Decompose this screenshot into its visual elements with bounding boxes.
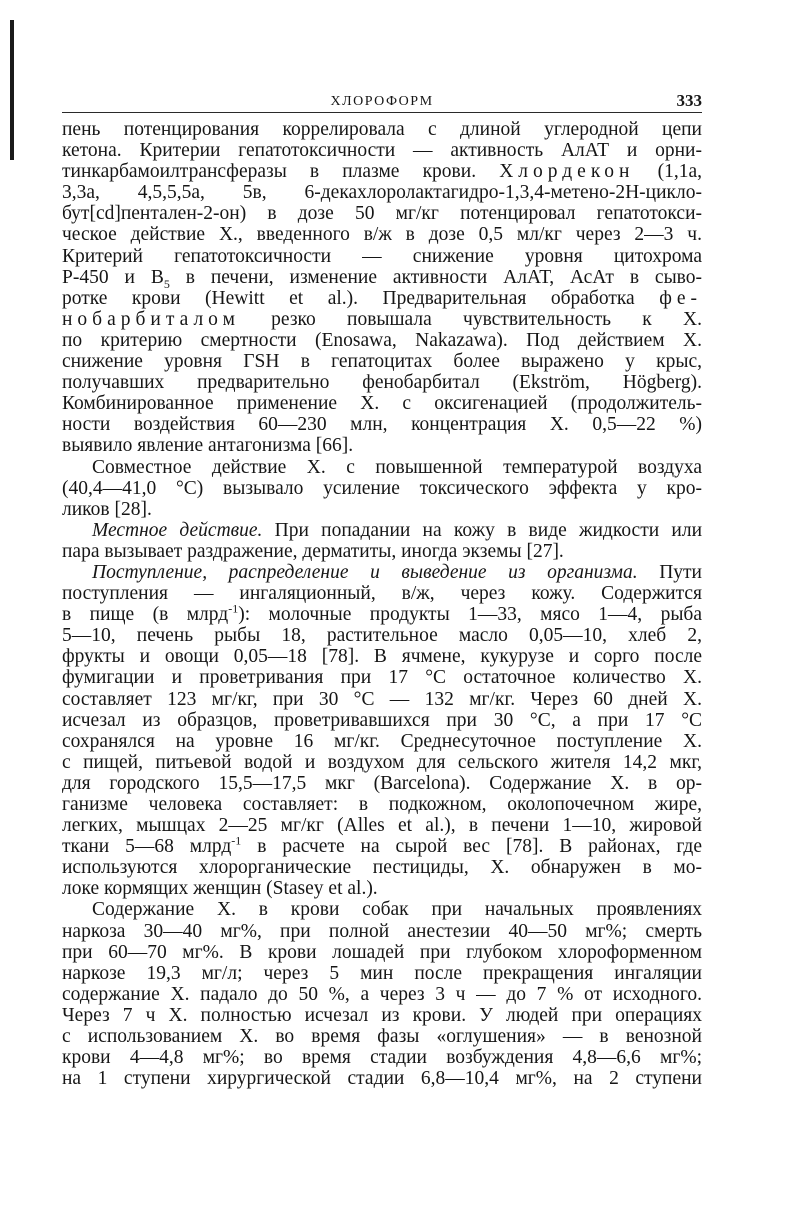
text-line: Через 7 ч Х. полностью исчезал из крови. У людей при операциях bbox=[62, 1004, 702, 1026]
text-line: используются хлорорганические пестициды, Х. обнаружен в мо- bbox=[62, 857, 702, 879]
text-line: ческое действие Х., введенного в/ж в дозе 0,5 мл/кг через 2—3 ч. bbox=[62, 224, 702, 246]
text-line: Критерий гепатотоксичности — снижение уровня цитохрома bbox=[62, 245, 702, 267]
spaced-term: нобарбиталом bbox=[62, 308, 240, 330]
text-line: Комбинированное применение Х. с оксигенацией (продолжитель- bbox=[62, 393, 702, 415]
text-line: исчезал из образцов, проветривавшихся при 30 °С, а при 17 °С bbox=[62, 709, 702, 731]
text-line: с пищей, питьевой водой и воздухом для сельского жителя 14,2 мкг, bbox=[62, 751, 702, 773]
page-number: 333 bbox=[676, 91, 702, 110]
spaced-term: фе- bbox=[659, 287, 702, 309]
text-line: ротке крови (Hewitt et al.). Предварительная обработка фе- bbox=[62, 287, 702, 309]
text-line: легких, мышцах 2—25 мг/кг (Alles et al.), в печени 1—10, жировой bbox=[62, 815, 702, 837]
text-line: составляет 123 мг/кг, при 30 °С — 132 мг/кг. Через 60 дней Х. bbox=[62, 688, 702, 710]
text-line: получавших предварительно фенобарбитал (Ekström, Högberg). bbox=[62, 372, 702, 394]
text-line: содержание Х. падало до 50 %, а через 3 ч — до 7 % от исходного. bbox=[62, 983, 702, 1005]
text-line: на 1 ступени хирургической стадии 6,8—10,4 мг%, на 2 ступени bbox=[62, 1068, 702, 1090]
text-line: для городского 15,5—17,5 мкг (Barcelona). Содержание Х. в ор- bbox=[62, 772, 702, 794]
text-line: пара вызывает раздражение, дерматиты, иногда экземы [27]. bbox=[62, 540, 564, 562]
text-line: (40,4—41,0 °С) вызывало усиление токсического эффекта у кро- bbox=[62, 477, 702, 499]
text-line: при 60—70 мг%. В крови лошадей при глубоком хлороформенном bbox=[62, 941, 702, 963]
spaced-term: Хлордекон bbox=[499, 161, 635, 183]
text-line: бут[cd]пентален-2-он) в дозе 50 мг/кг потенцировал гепатотокси- bbox=[62, 203, 702, 225]
text-line: Р-450 и $В_5$ в печени, изменение активности АлАТ, АсАт в сыво- bbox=[62, 266, 702, 291]
text-line: 3,3а, 4,5,5,5а, 5в, 6-декахлоролактагидро-1,3,4-метено-2Н-цикло- bbox=[62, 182, 702, 204]
text-line: Содержание Х. в крови собак при начальных проявлениях bbox=[92, 899, 702, 921]
text-line: наркоза 30—40 мг%, при полной анестезии 40—50 мг%; смерть bbox=[62, 920, 702, 942]
text-line: поступления — ингаляционный, в/ж, через кожу. Содержится bbox=[62, 583, 702, 605]
text-line: наркозе 19,3 мг/л; через 5 мин после прекращения ингаляции bbox=[62, 962, 702, 984]
text-line: в пище (в млрд$^{-1}$): молочные продукты 1—33, мясо 1—4, рыба bbox=[62, 601, 703, 626]
text-line: 5—10, печень рыбы 18, растительное масло 0,05—10, хлеб 2, bbox=[62, 625, 702, 647]
text-line: крови 4—4,8 мг%; во время стадии возбуждения 4,8—6,6 мг%; bbox=[62, 1047, 702, 1069]
text-line: нобарбиталом резко повышала чувствительность к Х. bbox=[62, 308, 702, 330]
text-line: ткани 5—68 млрд$^{-1}$ в расчете на сырой вес [78]. В районах, где bbox=[62, 833, 702, 858]
text-line: снижение уровня ГSH в гепатоцитах более выражено у крыс, bbox=[62, 351, 702, 373]
body-text bbox=[62, 119, 702, 1089]
text-line: ликов [28]. bbox=[62, 498, 152, 520]
text-line: Поступление, распределение и выведение из организма. Пути bbox=[92, 561, 702, 583]
running-title: ХЛОРОФОРМ bbox=[330, 94, 434, 109]
text-line: пень потенцирования коррелировала с длиной углеродной цепи bbox=[62, 119, 702, 140]
text-line: с использованием Х. во время фазы «оглушения» — в венозной bbox=[62, 1026, 702, 1048]
text-line: ности воздействия 60—230 млн, концентрация Х. 0,5—22 %) bbox=[62, 414, 702, 436]
section-heading: Местное действие. bbox=[92, 519, 263, 541]
text-line: фумигации и проветривания при 17 °С остаточное количество Х. bbox=[62, 667, 702, 689]
margin-scan-mark bbox=[10, 20, 14, 160]
text-line: по критерию смертности (Enosawa, Nakazawa). Под действием Х. bbox=[62, 329, 702, 351]
text-line: выявило явление антагонизма [66]. bbox=[62, 435, 354, 457]
section-heading: Поступление, распределение и выведение из организма. bbox=[92, 561, 638, 583]
text-line: ганизме человека составляет: в подкожном, околопочечном жире, bbox=[62, 794, 702, 815]
text-line: фрукты и овощи 0,05—18 [78]. В ячмене, кукурузе и сорго после bbox=[62, 646, 702, 668]
text-line: кетона. Критерии гепатотоксичности — активность АлАТ и орни- bbox=[62, 140, 702, 162]
book-page bbox=[62, 88, 702, 1089]
text-line: сохранялся на уровне 16 мг/кг. Среднесуточное поступление Х. bbox=[62, 730, 702, 752]
text-line: локе кормящих женщин (Stasey et al.). bbox=[62, 878, 378, 900]
text-line: тинкарбамоилтрансферазы в плазме крови. Хлордекон (1,1а, bbox=[62, 161, 703, 183]
page-header bbox=[62, 88, 702, 113]
text-line: Местное действие. При попадании на кожу в виде жидкости или bbox=[92, 519, 703, 541]
text-line: Совместное действие Х. с повышенной температурой воздуха bbox=[92, 456, 702, 478]
